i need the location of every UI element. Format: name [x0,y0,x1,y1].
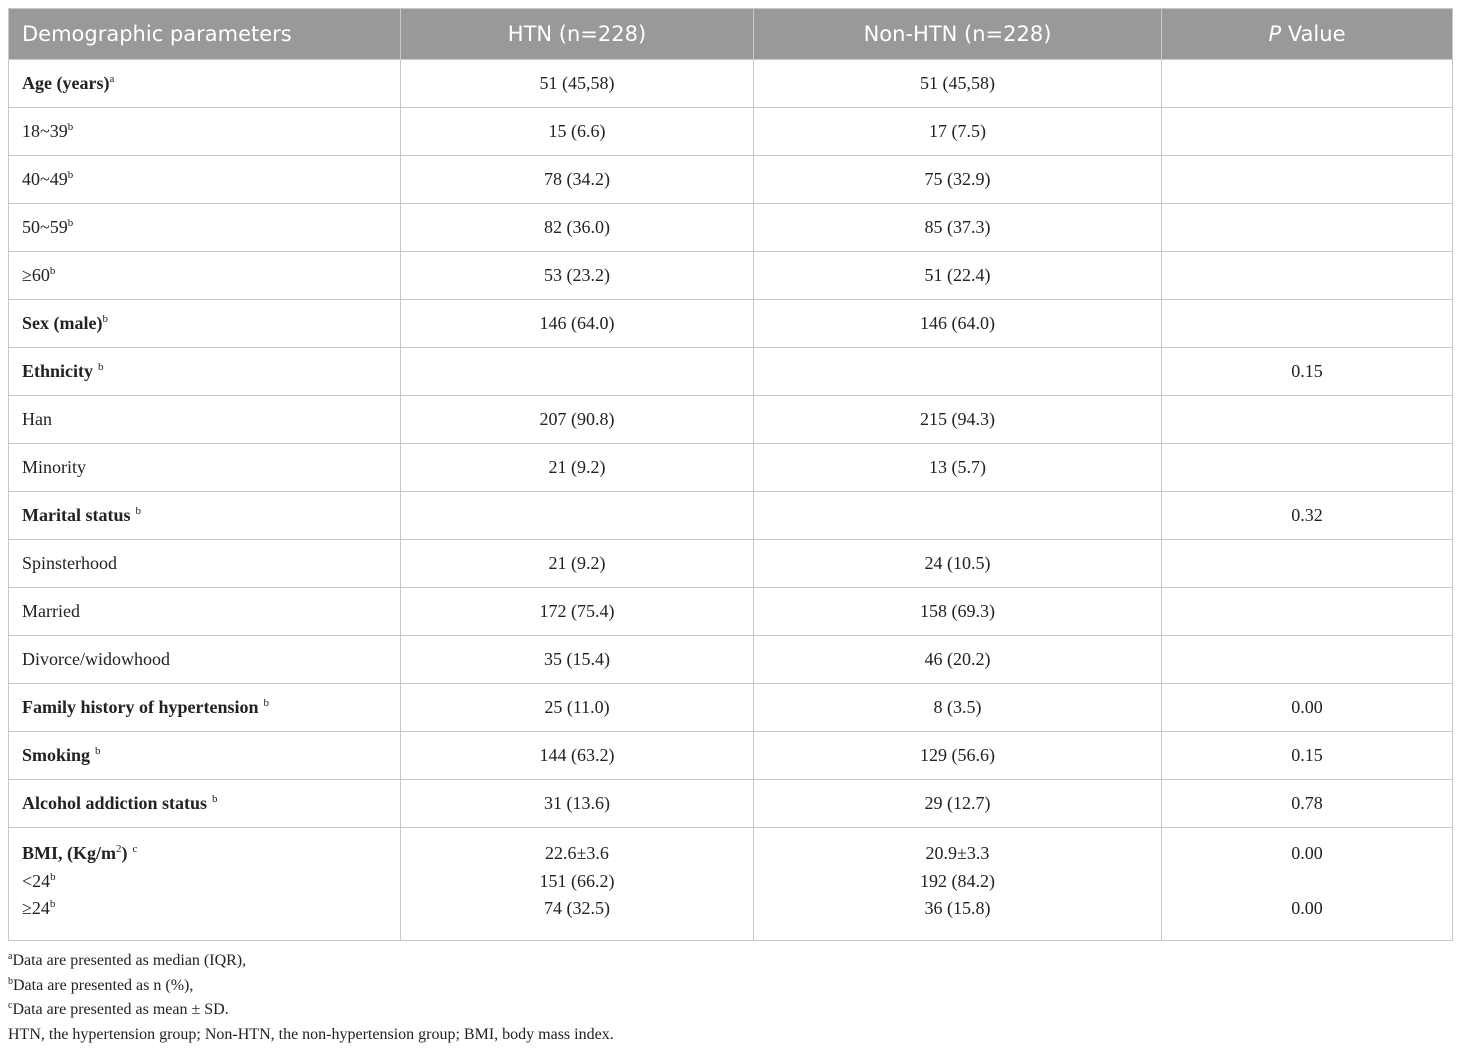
cell-p-value [1162,60,1453,108]
footnote-abbreviations: HTN, the hypertension group; Non-HTN, the non-hypertension group; BMI, body mass index. [8,1025,614,1043]
cell-p-value: 0.00 [1162,684,1453,732]
cell-htn: 53 (23.2) [401,252,754,300]
cell-non-htn: 17 (7.5) [754,108,1162,156]
cell-htn: 78 (34.2) [401,156,754,204]
table-row [9,252,1453,300]
cell-p-value: 0.78 [1162,780,1453,828]
cell-non-htn: 51 (22.4) [754,252,1162,300]
row-label: Marital status $^b$ [9,492,401,540]
row-label: Divorce/widowhood [9,636,401,684]
row-label: Family history of hypertension $^b$ [9,684,401,732]
table-row-ethnicity [9,348,1453,396]
demographics-table [8,8,1453,941]
cell-non-htn: 129 (56.6) [754,732,1162,780]
cell-p-value [1162,204,1453,252]
table-row [9,636,1453,684]
cell-non-htn: 8 (3.5) [754,684,1162,732]
table-footnotes [8,949,1452,1047]
footnote-b: $^b$Data are presented as n (%), [8,975,194,994]
cell-htn: 22.6±3.6 151 (66.2) 74 (32.5) [401,828,754,941]
header-p-italic: P [1268,22,1282,46]
cell-p-value: 0.15 [1162,348,1453,396]
row-label: $\ge 60^b$ [9,252,401,300]
table-row-sex [9,300,1453,348]
cell-p-value [1162,108,1453,156]
cell-p-value [1162,156,1453,204]
table-row-bmi [9,828,1453,941]
cell-p-value: 0.32 [1162,492,1453,540]
cell-htn: 25 (11.0) [401,684,754,732]
cell-p-value [1162,636,1453,684]
cell-htn: 51 (45,58) [401,60,754,108]
table-row-marital-status [9,492,1453,540]
footnote-c: $^c$Data are presented as mean ± SD. [8,1000,229,1018]
cell-non-htn: 158 (69.3) [754,588,1162,636]
header-p-value [1162,9,1453,60]
cell-htn [401,348,754,396]
table-header-row [9,9,1453,60]
cell-p-value [1162,588,1453,636]
row-label: Sex (male)$^b$ [9,300,401,348]
table-row [9,108,1453,156]
table-row [9,540,1453,588]
cell-htn: 21 (9.2) [401,444,754,492]
row-label: 18~39$^b$ [9,108,401,156]
row-label: BMI, $(Kg/m^2)$ $^c$ $<24^b$ $\ge 24^b$ [9,828,401,941]
row-label: Alcohol addiction status $^b$ [9,780,401,828]
cell-p-value [1162,540,1453,588]
table-row-family-history [9,684,1453,732]
cell-p-value [1162,300,1453,348]
table-row-alcohol [9,780,1453,828]
cell-non-htn: 75 (32.9) [754,156,1162,204]
cell-non-htn: 20.9±3.3 192 (84.2) 36 (15.8) [754,828,1162,941]
cell-htn: 207 (90.8) [401,396,754,444]
cell-htn: 144 (63.2) [401,732,754,780]
cell-non-htn: 85 (37.3) [754,204,1162,252]
row-label: Age (years)$^a$ [9,60,401,108]
cell-htn: 172 (75.4) [401,588,754,636]
cell-htn: 82 (36.0) [401,204,754,252]
footnote-a: $^a$Data are presented as median (IQR), [8,951,247,969]
header-non-htn: Non-HTN (n=228) [754,9,1162,60]
cell-non-htn: 46 (20.2) [754,636,1162,684]
cell-p-value [1162,396,1453,444]
cell-non-htn: 215 (94.3) [754,396,1162,444]
cell-htn: 146 (64.0) [401,300,754,348]
table-row [9,396,1453,444]
row-label: Minority [9,444,401,492]
cell-htn [401,492,754,540]
header-p-rest: Value [1281,22,1346,46]
cell-p-value: 0.15 [1162,732,1453,780]
row-label: Han [9,396,401,444]
cell-htn: 35 (15.4) [401,636,754,684]
cell-p-value: 0.00 0.00 [1162,828,1453,941]
row-label: Smoking $^b$ [9,732,401,780]
cell-non-htn [754,348,1162,396]
row-label: Ethnicity $^b$ [9,348,401,396]
header-htn: HTN (n=228) [401,9,754,60]
cell-htn: 31 (13.6) [401,780,754,828]
cell-htn: 15 (6.6) [401,108,754,156]
cell-non-htn: 24 (10.5) [754,540,1162,588]
row-label: Married [9,588,401,636]
cell-htn: 21 (9.2) [401,540,754,588]
table-row [9,204,1453,252]
cell-non-htn: 146 (64.0) [754,300,1162,348]
table-row [9,588,1453,636]
table-row [9,156,1453,204]
table-row-age [9,60,1453,108]
cell-non-htn [754,492,1162,540]
cell-non-htn: 29 (12.7) [754,780,1162,828]
row-label: Spinsterhood [9,540,401,588]
row-label: 40~49$^b$ [9,156,401,204]
cell-non-htn: 51 (45,58) [754,60,1162,108]
table-row-smoking [9,732,1453,780]
table-container [8,8,1452,1047]
row-label: 50~59$^b$ [9,204,401,252]
cell-p-value [1162,252,1453,300]
cell-p-value [1162,444,1453,492]
cell-non-htn: 13 (5.7) [754,444,1162,492]
table-row [9,444,1453,492]
header-demographic-parameters: Demographic parameters [9,9,401,60]
